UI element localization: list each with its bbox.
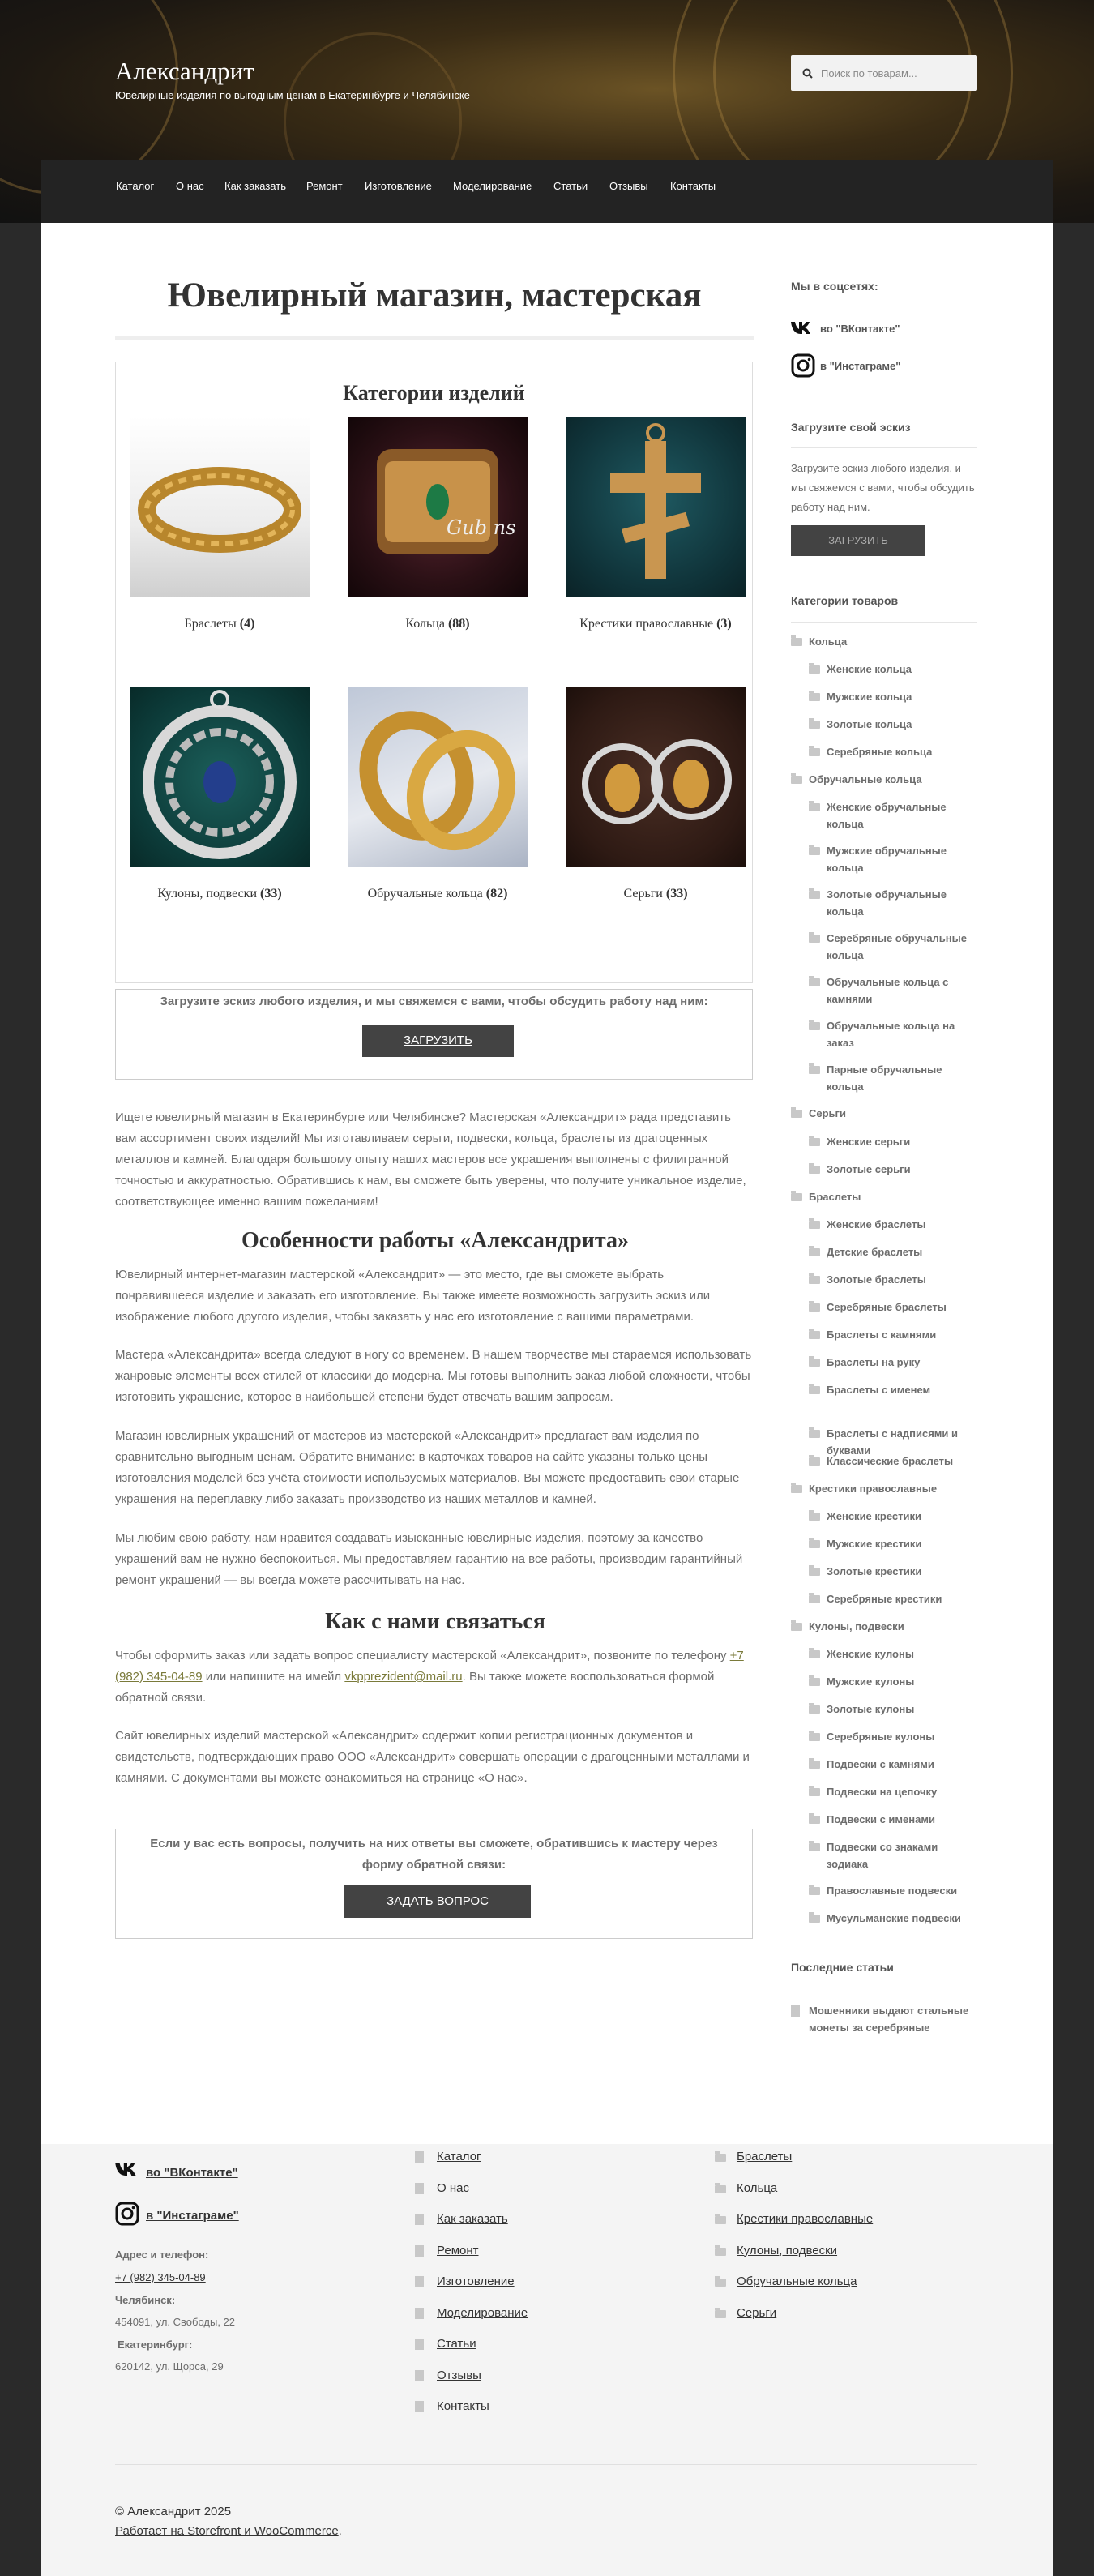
folder-icon	[809, 1595, 820, 1603]
folder-icon	[809, 721, 820, 729]
page-title: Ювелирный магазин, мастерская	[167, 276, 702, 315]
folder-icon	[809, 1166, 820, 1174]
folder-icon	[809, 1887, 820, 1895]
upload-button[interactable]: ЗАГРУЗИТЬ	[362, 1025, 514, 1057]
site-title[interactable]: Александрит	[115, 57, 254, 85]
instagram-icon[interactable]	[115, 2202, 139, 2226]
sidebar-subcategory[interactable]: Серебряные кулоны	[827, 1731, 935, 1743]
folder-icon	[809, 1430, 820, 1438]
sidebar-subcategory[interactable]: Браслеты с камнями	[827, 1329, 937, 1341]
folder-icon	[809, 1650, 820, 1658]
category-caption-crosses[interactable]: Крестики православные (3)	[579, 617, 732, 631]
sidebar-vk-link[interactable]: во "ВКонтакте"	[820, 323, 900, 335]
folder-icon	[809, 1276, 820, 1284]
category-image-bracelets[interactable]	[130, 417, 310, 597]
sidebar-category[interactable]: Крестики православные	[809, 1483, 938, 1495]
sidebar-subcategory[interactable]: Браслеты с именем	[827, 1384, 931, 1396]
divider	[791, 622, 977, 623]
category-caption-wedding-rings[interactable]: Обручальные кольца (82)	[367, 887, 508, 901]
footer-category-link[interactable]: Кулоны, подвески	[737, 2243, 838, 2257]
folder-icon	[809, 748, 820, 756]
sidebar-subcategory[interactable]: Женские кольца	[827, 663, 912, 675]
document-icon	[791, 2005, 800, 2017]
sidebar-subcategory[interactable]: Детские браслеты	[827, 1246, 923, 1258]
document-icon	[415, 2370, 424, 2381]
social-heading: Мы в соцсетях:	[791, 280, 878, 293]
sidebar-subcategory[interactable]: Золотые кулоны	[827, 1703, 915, 1715]
folder-icon	[715, 2154, 726, 2162]
footer-instagram-link[interactable]: в "Инстаграме"	[146, 2209, 239, 2223]
site-description: Ювелирные изделия по выгодным ценам в Екатеринбурге и Челябинске	[115, 89, 470, 101]
nav-item-contacts[interactable]: Контакты	[670, 180, 716, 192]
category-image-pendants[interactable]	[130, 687, 310, 867]
recent-posts-heading: Последние статьи	[791, 1961, 894, 1974]
folder-icon	[809, 1705, 820, 1714]
footer-page-link[interactable]: Контакты	[437, 2399, 489, 2413]
sidebar-subcategory[interactable]: Золотые обручальные кольца	[827, 888, 947, 918]
document-icon	[415, 2151, 424, 2163]
footer-phone-link[interactable]: +7 (982) 345-04-89	[115, 2271, 206, 2283]
folder-icon	[715, 2279, 726, 2287]
nav-item-about[interactable]: О нас	[176, 180, 204, 192]
footer-page-link[interactable]: Статьи	[437, 2337, 476, 2351]
folder-icon	[809, 1386, 820, 1394]
sidebar-subcategory[interactable]: Браслеты на руку	[827, 1356, 921, 1368]
intro-paragraph: Ищете ювелирный магазин в Екатеринбурге или Челябинске? Мастерская «Александрит» рада представить вам ассортимент своих изделий! Мы изготавливаем серьги, подвески, кольца, браслеты из драгоценных металлов и камней. Благодаря большому опыту наших мастеров все украшения выполнены с филигранной точностью и аккуратностью. Обратившись к нам, вы сможете быть уверены, что получите уникальное изделие, соответствующее именно вашим пожеланиям!	[115, 1110, 746, 1209]
folder-icon	[809, 1457, 820, 1466]
folder-icon	[715, 2310, 726, 2318]
document-icon	[415, 2308, 424, 2319]
folder-icon	[809, 1540, 820, 1548]
address-heading: Адрес и телефон:	[115, 2249, 209, 2261]
category-image-earrings[interactable]	[566, 687, 746, 867]
folder-icon	[809, 1788, 820, 1796]
features-paragraph-2: Мастера «Александрита» всегда следуют в ногу со временем. В нашем творчестве мы стараемся использовать жанровые элементы всех стилей от классики до модерна. Мы готовы выполнить заказ любой сложности, чтобы изготовить украшение, которое в наибольшей степени будет отвечать вашим запросам.	[115, 1348, 752, 1404]
sidebar-subcategory[interactable]: Женские браслеты	[827, 1218, 926, 1230]
address-chelyabinsk: 454091, ул. Свободы, 22	[115, 2316, 236, 2328]
footer-page-link[interactable]: Как заказать	[437, 2212, 508, 2226]
folder-icon	[809, 1843, 820, 1851]
vk-icon[interactable]	[791, 320, 814, 335]
nav-item-modeling[interactable]: Моделирование	[453, 180, 532, 192]
search-icon	[802, 68, 813, 79]
footer-category-link[interactable]: Серьги	[737, 2305, 777, 2320]
footer-page-link[interactable]: О нас	[437, 2180, 469, 2195]
features-paragraph-1: Ювелирный интернет-магазин мастерской «Александрит» — это место, где вы сможете выбрать понравившееся изделие и заказать его изготовление. Вы также имеете возможность загрузить эскиз или изображение любого другого изделия, чтобы заказать у нас его изготовление с вашими параметрами.	[115, 1268, 711, 1324]
powered-by: Работает на Storefront и WooCommerce.	[115, 2524, 342, 2538]
category-caption-rings[interactable]: Кольца (88)	[405, 617, 470, 631]
features-heading: Особенности работы «Александрита»	[241, 1228, 629, 1253]
instagram-icon[interactable]	[791, 353, 815, 378]
folder-icon	[791, 776, 802, 784]
folder-icon	[809, 978, 820, 986]
nav-item-how-to-order[interactable]: Как заказать	[224, 180, 286, 192]
footer-page-link[interactable]: Отзывы	[437, 2368, 481, 2382]
contact-email-link[interactable]: vkpprezident@mail.ru	[344, 1670, 463, 1684]
nav-item-articles[interactable]: Статьи	[553, 180, 588, 192]
sidebar-subcategory[interactable]: Серебряные браслеты	[827, 1301, 947, 1313]
folder-icon	[809, 1221, 820, 1229]
document-icon	[415, 2183, 424, 2194]
powered-by-link[interactable]: Работает на Storefront и WooCommerce	[115, 2524, 339, 2538]
sidebar-subcategory[interactable]: Парные обручальные кольца	[827, 1063, 942, 1093]
divider	[115, 2464, 977, 2465]
sidebar-category[interactable]: Браслеты	[809, 1191, 861, 1203]
folder-icon	[809, 1513, 820, 1521]
sidebar-subcategory[interactable]: Серебряные кольца	[827, 746, 933, 758]
image-watermark: Gub ns	[447, 516, 516, 539]
sidebar-subcategory[interactable]: Православные подвески	[827, 1885, 958, 1897]
sidebar-subcategory[interactable]: Женские кулоны	[827, 1648, 914, 1660]
sidebar-subcategory[interactable]: Мужские кольца	[827, 691, 912, 703]
sketch-text: Загрузите эскиз любого изделия, и мы свяжемся с вами, чтобы обсудить работу над ним.	[791, 462, 975, 513]
categories-sidebar-heading: Категории товаров	[791, 594, 899, 607]
category-caption-earrings[interactable]: Серьги (33)	[623, 887, 688, 901]
folder-icon	[809, 693, 820, 701]
sketch-heading: Загрузите свой эскиз	[791, 421, 911, 434]
sidebar-subcategory[interactable]: Мусульманские подвески	[827, 1912, 961, 1924]
folder-icon	[809, 891, 820, 899]
folder-icon	[809, 935, 820, 943]
sidebar-subcategory[interactable]: Подвески с именами	[827, 1813, 935, 1825]
search-input[interactable]	[791, 55, 977, 91]
primary-navigation	[41, 160, 1053, 224]
categories-heading: Категории изделий	[343, 381, 525, 404]
folder-icon	[809, 1761, 820, 1769]
document-icon	[415, 2339, 424, 2350]
sidebar-category[interactable]: Обручальные кольца	[809, 773, 922, 785]
folder-icon	[809, 847, 820, 855]
footer-category-link[interactable]: Обручальные кольца	[737, 2274, 857, 2288]
sidebar-subcategory[interactable]: Браслеты с надписями и буквами	[827, 1427, 959, 1457]
folder-icon	[715, 2216, 726, 2224]
sidebar-subcategory[interactable]: Мужские кулоны	[827, 1675, 915, 1688]
folder-icon	[791, 638, 802, 646]
sidebar-subcategory[interactable]: Золотые браслеты	[827, 1273, 926, 1286]
sidebar-subcategory[interactable]: Классические браслеты	[827, 1455, 954, 1467]
sidebar-subcategory[interactable]: Женские серьги	[827, 1136, 911, 1148]
folder-icon	[809, 1022, 820, 1030]
city-ekaterinburg: Екатеринбург:	[118, 2339, 193, 2351]
folder-icon	[809, 665, 820, 674]
folder-icon	[809, 1331, 820, 1339]
sidebar-subcategory[interactable]: Мужские обручальные кольца	[827, 845, 947, 874]
folder-icon	[809, 1303, 820, 1312]
folder-icon	[791, 1485, 802, 1493]
folder-icon	[715, 2185, 726, 2193]
sidebar-subcategory[interactable]: Серебряные крестики	[827, 1593, 942, 1605]
sidebar-subcategory[interactable]: Золотые серьги	[827, 1163, 911, 1175]
folder-icon	[809, 803, 820, 811]
document-icon	[415, 2401, 424, 2412]
city-chelyabinsk: Челябинск:	[115, 2294, 176, 2306]
sidebar-instagram-link[interactable]: в "Инстаграме"	[820, 360, 901, 372]
sidebar-subcategory[interactable]: Подвески на цепочку	[827, 1786, 938, 1798]
sidebar-subcategory[interactable]: Мужские крестики	[827, 1538, 922, 1550]
sidebar-subcategory[interactable]: Серебряные обручальные кольца	[827, 932, 967, 961]
folder-icon	[809, 1733, 820, 1741]
contact-phone-link[interactable]: +7 (982) 345-04-89	[115, 1649, 744, 1684]
folder-icon	[791, 1193, 802, 1201]
folder-icon	[791, 1623, 802, 1631]
sidebar-category[interactable]: Кольца	[809, 635, 848, 648]
category-image-crosses[interactable]	[566, 417, 746, 597]
vk-icon[interactable]	[115, 2161, 139, 2176]
folder-icon	[809, 1248, 820, 1256]
folder-icon	[809, 1568, 820, 1576]
divider	[791, 447, 977, 448]
contact-paragraph-1: Чтобы оформить заказ или задать вопрос специалисту мастерской «Александрит», позвоните по телефону +7 (982) 345-04-89 или напишите на имейл vkpprezident@mail.ru. Вы также можете воспользоваться формой обратной связи.	[115, 1649, 744, 1705]
folder-icon	[809, 1678, 820, 1686]
sidebar-subcategory[interactable]: Обручальные кольца с камнями	[827, 976, 949, 1005]
folder-icon	[791, 1110, 802, 1118]
document-icon	[415, 2214, 424, 2225]
sidebar-subcategory[interactable]: Подвески с камнями	[827, 1758, 934, 1770]
folder-icon	[809, 1066, 820, 1074]
contact-paragraph-2: Сайт ювелирных изделий мастерской «Александрит» содержит копии регистрационных документов и свидетельств, подтверждающих право ООО «Александрит» совершать операции с драгоценными металлами и камнями. С документами вы можете ознакомиться на странице «О нас».	[115, 1729, 750, 1785]
address-ekaterinburg: 620142, ул. Щорса, 29	[115, 2360, 224, 2373]
sidebar-subcategory[interactable]: Золотые кольца	[827, 718, 912, 730]
document-icon	[415, 2276, 424, 2287]
question-text: Если у вас есть вопросы, получить на них ответы вы сможете, обратившись к мастеру через форму обратной связи:	[150, 1837, 718, 1872]
footer-category-link[interactable]: Крестики православные	[737, 2212, 874, 2226]
footer-page-link[interactable]: Моделирование	[437, 2305, 528, 2320]
nav-item-reviews[interactable]: Отзывы	[609, 180, 648, 192]
ask-question-button[interactable]: ЗАДАТЬ ВОПРОС	[344, 1885, 531, 1918]
folder-icon	[809, 1915, 820, 1923]
category-image-rings[interactable]	[348, 417, 528, 597]
sidebar-subcategory[interactable]: Женские обручальные кольца	[827, 801, 947, 830]
footer-category-link[interactable]: Браслеты	[737, 2150, 793, 2163]
folder-icon	[809, 1138, 820, 1146]
folder-icon	[809, 1359, 820, 1367]
sidebar-category[interactable]: Кулоны, подвески	[809, 1620, 904, 1632]
footer-page-link[interactable]: Каталог	[437, 2150, 481, 2163]
nav-item-catalog[interactable]: Каталог	[116, 180, 155, 192]
sidebar-subcategory[interactable]: Золотые крестики	[827, 1565, 922, 1577]
sidebar-category[interactable]: Серьги	[809, 1107, 846, 1119]
features-paragraph-3: Магазин ювелирных украшений от мастеров из мастерской «Александрит» предлагает вам изделия по сравнительно выгодным ценам. Обратите внимание: в карточках товаров на сайте указаны только цены изготовления моделей без учёта стоимости используемых материалов. Вы можете предоставить свои старые украшения на переплавку либо заказать производство из наших металлов и камней.	[115, 1429, 740, 1506]
folder-icon	[715, 2248, 726, 2256]
sidebar-upload-button[interactable]: ЗАГРУЗИТЬ	[791, 525, 925, 556]
divider	[115, 336, 754, 340]
category-caption-bracelets[interactable]: Браслеты (4)	[184, 617, 255, 631]
category-image-wedding-rings[interactable]	[348, 687, 528, 867]
folder-icon	[809, 1816, 820, 1824]
nav-item-repair[interactable]: Ремонт	[306, 180, 343, 192]
document-icon	[415, 2245, 424, 2257]
recent-article-link[interactable]: Мошенники выдают стальные монеты за серебряные	[809, 2005, 969, 2034]
search-placeholder: Поиск по товарам...	[821, 66, 917, 79]
sidebar-subcategory[interactable]: Подвески со знаками зодиака	[827, 1841, 938, 1870]
nav-item-manufacturing[interactable]: Изготовление	[365, 180, 432, 192]
footer-page-link[interactable]: Изготовление	[437, 2274, 515, 2288]
footer-category-link[interactable]: Кольца	[737, 2180, 778, 2195]
footer-vk-link[interactable]: во "ВКонтакте"	[146, 2166, 238, 2180]
sidebar-subcategory[interactable]: Женские крестики	[827, 1510, 921, 1522]
footer-page-link[interactable]: Ремонт	[437, 2243, 479, 2257]
category-caption-pendants[interactable]: Кулоны, подвески (33)	[157, 887, 282, 901]
copyright: © Александрит 2025	[115, 2505, 232, 2518]
upload-sketch-text: Загрузите эскиз любого изделия, и мы свяжемся с вами, чтобы обсудить работу над ним:	[160, 995, 708, 1008]
contact-heading: Как с нами связаться	[325, 1609, 545, 1634]
sidebar-subcategory[interactable]: Обручальные кольца на заказ	[827, 1020, 955, 1049]
features-paragraph-4: Мы любим свою работу, нам нравится создавать изысканные ювелирные изделия, поэтому за качество украшений вам не нужно беспокоиться. Мы предоставляем гарантию на все работы, производим гарантийный ремонт украшений — вы всегда можете рассчитывать на нас.	[115, 1531, 743, 1587]
